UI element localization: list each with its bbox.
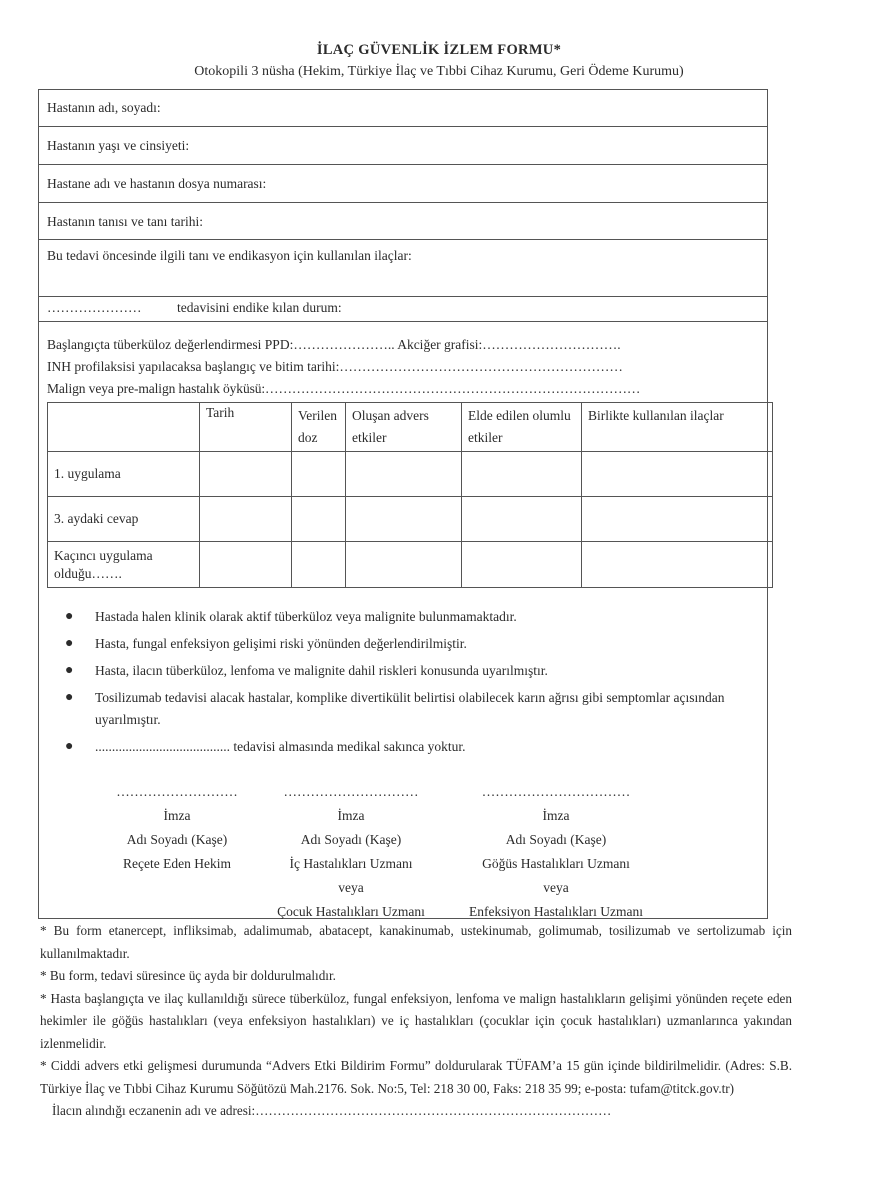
list-item bbox=[63, 660, 763, 682]
footnote: * Hasta başlangıçta ve ilaç kullanıldığı sürece tüberküloz, fungal enfeksiyon, lenfoma ve malign hastalıkların gelişimi yönünden reçete eden hekimler ile göğüs hastalıkları (veya enfeksiyon hastalıkları) ve iç hastalıkları (çocuklar için çocuk hastalıkları) uzmanlarınca yakından izlenmelidir. bbox=[40, 990, 792, 1051]
signature-line: ………………………… bbox=[283, 784, 419, 799]
previous-drugs-label: Bu tedavi öncesinde ilgili tanı ve endikasyon için kullanılan ilaçlar: bbox=[47, 248, 412, 263]
cell-dose[interactable] bbox=[292, 497, 346, 542]
cell-adverse[interactable] bbox=[346, 542, 462, 588]
diagnosis-label: Hastanın tanısı ve tanı tarihi: bbox=[47, 214, 203, 229]
evaluation-table bbox=[47, 402, 773, 588]
signature-line: …………………………… bbox=[481, 784, 631, 799]
previous-drugs-row[interactable] bbox=[39, 240, 767, 297]
table-header-cell: Tarih bbox=[200, 403, 292, 452]
signer-role: İç Hastalıkları Uzmanı bbox=[289, 856, 413, 871]
cell-date[interactable] bbox=[200, 497, 292, 542]
signer-role-alt: Çocuk Hastalıkları Uzmanı bbox=[277, 904, 425, 919]
stamp-label: Adı Soyadı (Kaşe) bbox=[505, 832, 607, 847]
cell-concomitant[interactable] bbox=[582, 452, 773, 497]
malignancy-history[interactable]: Malign veya pre-malign hastalık öyküsü:………………………………………………………………………… bbox=[47, 381, 641, 396]
signer-role-or: veya bbox=[338, 880, 364, 895]
form-frame bbox=[38, 89, 768, 919]
tb-evaluation[interactable]: Başlangıçta tüberküloz değerlendirmesi PPD:………………….. Akciğer grafisi:…………………………. bbox=[47, 337, 621, 352]
row-label-application-number: Kaçıncı uygulama olduğu……. bbox=[48, 542, 200, 588]
footnote: * Ciddi advers etki gelişmesi durumunda “Advers Etki Bildirim Formu” doldurularak TÜFAM’a 15 gün içinde bildirilmelidir. (Adres: S.B. Türkiye İlaç ve Tıbbi Cihaz Kurumu Söğütözü Mah.2176. Sok. No:5, Tel: 218 30 00, Faks: 218 35 99; e-posta: tufam@titck.gov.tr) bbox=[40, 1058, 792, 1096]
bullet-dot-icon: ● bbox=[65, 663, 74, 678]
cell-adverse[interactable] bbox=[346, 497, 462, 542]
signature-label: İmza bbox=[337, 808, 365, 823]
cell-positive[interactable] bbox=[462, 497, 582, 542]
indication-dots: ………………… bbox=[47, 300, 142, 315]
cell-date[interactable] bbox=[200, 542, 292, 588]
signer-role: Reçete Eden Hekim bbox=[123, 856, 231, 871]
patient-name-label: Hastanın adı, soyadı: bbox=[47, 100, 161, 115]
bullet-text: Hasta, ilacın tüberküloz, lenfoma ve malignite dahil riskleri konusunda uyarılmıştır. bbox=[95, 663, 548, 678]
footnote: * Bu form, tedavi süresince üç ayda bir doldurulmalıdır. bbox=[40, 968, 336, 983]
signer-role-alt: Enfeksiyon Hastalıkları Uzmanı bbox=[469, 904, 643, 919]
row-label-third-month: 3. aydaki cevap bbox=[48, 497, 200, 542]
table-header-cell: Elde edilen olumlu etkiler bbox=[462, 403, 582, 452]
list-item bbox=[63, 606, 763, 628]
diagnosis-row[interactable] bbox=[39, 203, 767, 240]
form-title: İLAÇ GÜVENLİK İZLEM FORMU* bbox=[316, 42, 562, 58]
signature-block-internal-medicine[interactable] bbox=[251, 780, 451, 924]
cell-concomitant[interactable] bbox=[582, 497, 773, 542]
footnote: * Bu form etanercept, infliksimab, adalimumab, abatacept, kanakinumab, ustekinumab, golimumab, tosilizumab ve sertolizumab için kullanılmaktadır. bbox=[40, 923, 792, 961]
table-header-cell bbox=[48, 403, 200, 452]
hospital-file-row[interactable] bbox=[39, 165, 767, 203]
table-header-cell: Oluşan advers etkiler bbox=[346, 403, 462, 452]
cell-positive[interactable] bbox=[462, 452, 582, 497]
signature-label: İmza bbox=[542, 808, 570, 823]
cell-dose[interactable] bbox=[292, 452, 346, 497]
bullet-text: Hasta, fungal enfeksiyon gelişimi riski yönünden değerlendirilmiştir. bbox=[95, 636, 467, 651]
table-header-cell: Verilen doz bbox=[292, 403, 346, 452]
indication-row[interactable] bbox=[39, 297, 767, 322]
stamp-label: Adı Soyadı (Kaşe) bbox=[126, 832, 228, 847]
table-row bbox=[48, 542, 773, 588]
pharmacy-field[interactable]: İlacın alındığı eczanenin adı ve adresi:……………………………………………………………………… bbox=[52, 1103, 612, 1118]
signature-block-prescriber[interactable] bbox=[77, 780, 277, 876]
hospital-file-label: Hastane adı ve hastanın dosya numarası: bbox=[47, 176, 267, 191]
list-item bbox=[63, 633, 763, 655]
table-row bbox=[48, 497, 773, 542]
form-subtitle: Otokopili 3 nüsha (Hekim, Türkiye İlaç ve Tıbbi Cihaz Kurumu, Geri Ödeme Kurumu) bbox=[194, 64, 684, 79]
signature-label: İmza bbox=[163, 808, 191, 823]
signer-role-or: veya bbox=[543, 880, 569, 895]
patient-name-row[interactable] bbox=[39, 90, 767, 127]
cell-date[interactable] bbox=[200, 452, 292, 497]
cell-positive[interactable] bbox=[462, 542, 582, 588]
bullet-dot-icon: ● bbox=[65, 636, 74, 651]
inh-prophylaxis[interactable]: INH profilaksisi yapılacaksa başlangıç ve bitim tarihi:……………………………………………………… bbox=[47, 359, 623, 374]
footnotes bbox=[40, 920, 792, 1123]
bullet-dot-icon: ● bbox=[65, 739, 74, 754]
signer-role: Göğüs Hastalıkları Uzmanı bbox=[482, 856, 630, 871]
table-header-row bbox=[48, 403, 773, 452]
cell-adverse[interactable] bbox=[346, 452, 462, 497]
patient-age-sex-row[interactable] bbox=[39, 127, 767, 165]
indication-label: tedavisini endike kılan durum: bbox=[177, 300, 342, 315]
table-row bbox=[48, 452, 773, 497]
table-header-cell: Birlikte kullanılan ilaçlar bbox=[582, 403, 773, 452]
cell-dose[interactable] bbox=[292, 542, 346, 588]
patient-age-sex-label: Hastanın yaşı ve cinsiyeti: bbox=[47, 138, 190, 153]
bullet-text: Hastada halen klinik olarak aktif tüberküloz veya malignite bulunmamaktadır. bbox=[95, 609, 517, 624]
bullet-text: Tosilizumab tedavisi alacak hastalar, komplike divertikülit belirtisi olabilecek karın ağrısı gibi semptomlar açısından uyarılmıştır. bbox=[95, 690, 725, 727]
bullet-text: ........................................ tedavisi almasında medikal sakınca yoktur. bbox=[95, 739, 466, 754]
declaration-list bbox=[63, 606, 763, 763]
signature-line: ……………………… bbox=[116, 784, 238, 799]
list-item[interactable] bbox=[63, 736, 763, 758]
signature-block-chest-diseases[interactable] bbox=[451, 780, 661, 924]
bullet-dot-icon: ● bbox=[65, 690, 74, 705]
bullet-dot-icon: ● bbox=[65, 609, 74, 624]
list-item bbox=[63, 687, 763, 731]
stamp-label: Adı Soyadı (Kaşe) bbox=[300, 832, 402, 847]
row-label-first-application: 1. uygulama bbox=[48, 452, 200, 497]
cell-concomitant[interactable] bbox=[582, 542, 773, 588]
